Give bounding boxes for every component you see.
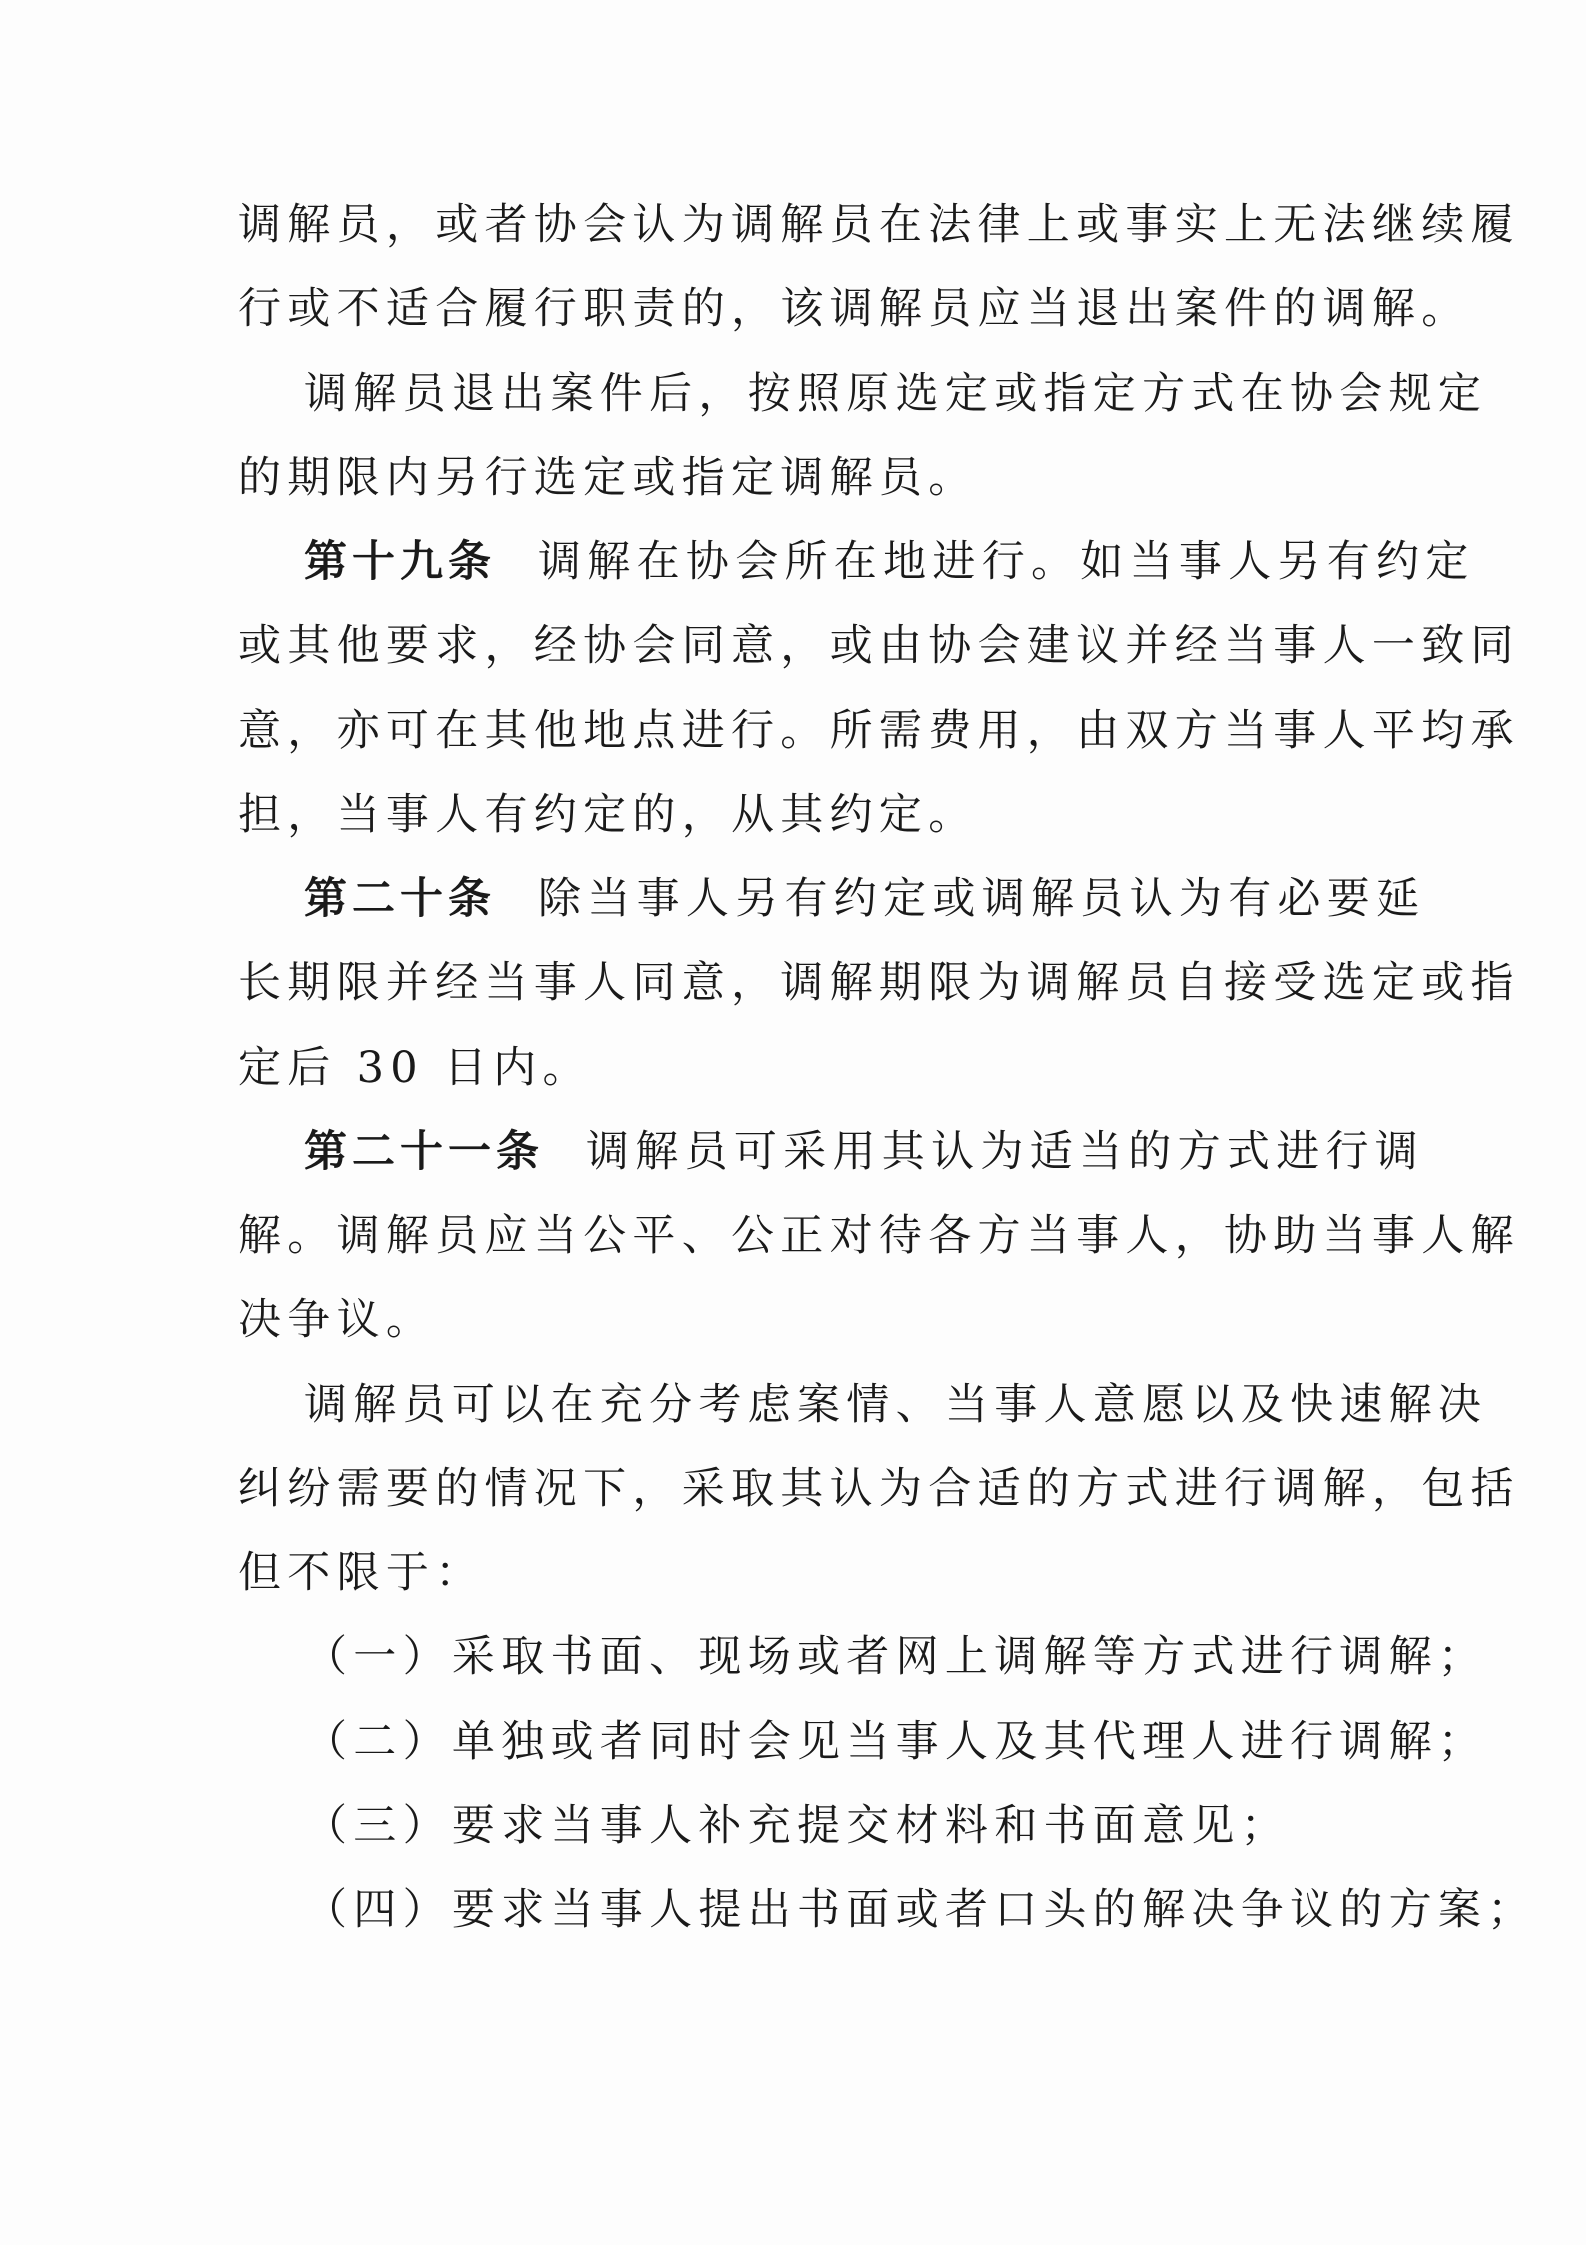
text-line: 或其他要求，经协会同意，或由协会建议并经当事人一致同 <box>238 621 1520 671</box>
article-text: 调解员可采用其认为适当的方式进行调 <box>586 1127 1425 1177</box>
text-line: 长期限并经当事人同意，调解期限为调解员自接受选定或指 <box>238 958 1520 1008</box>
article-heading: 第十九条 <box>304 537 496 587</box>
paragraph-line: 调解员退出案件后，按照原选定或指定方式在协会规定 <box>304 369 1488 419</box>
list-item: （三）要求当事人补充提交材料和书面意见； <box>304 1801 1290 1851</box>
article-20-line <box>304 868 1426 930</box>
article-19-line <box>304 531 1475 593</box>
text-line: 行或不适合履行职责的，该调解员应当退出案件的调解。 <box>238 284 1471 334</box>
text-line: 担，当事人有约定的，从其约定。 <box>238 790 978 840</box>
text-line: 解。调解员应当公平、公正对待各方当事人，协助当事人解 <box>238 1211 1520 1261</box>
text-line: 意，亦可在其他地点进行。所需费用，由双方当事人平均承 <box>238 706 1520 756</box>
article-text: 除当事人另有约定或调解员认为有必要延 <box>538 874 1426 924</box>
text-line: 的期限内另行选定或指定调解员。 <box>238 453 978 503</box>
list-item: （一）采取书面、现场或者网上调解等方式进行调解； <box>304 1632 1488 1682</box>
paragraph-line: 调解员可以在充分考虑案情、当事人意愿以及快速解决 <box>304 1380 1488 1430</box>
text-line: 但不限于： <box>238 1548 485 1598</box>
text-line: 决争议。 <box>238 1295 436 1345</box>
list-item: （四）要求当事人提出书面或者口头的解决争议的方案； <box>304 1885 1537 1935</box>
article-heading: 第二十条 <box>304 874 496 924</box>
article-heading: 第二十一条 <box>304 1127 544 1177</box>
text-line: 纠纷需要的情况下，采取其认为合适的方式进行调解，包括 <box>238 1464 1520 1514</box>
list-item: （二）单独或者同时会见当事人及其代理人进行调解； <box>304 1717 1488 1767</box>
text-line: 定后 30 日内。 <box>238 1043 592 1093</box>
text-line: 调解员，或者协会认为调解员在法律上或事实上无法继续履 <box>238 200 1520 250</box>
article-text: 调解在协会所在地进行。如当事人另有约定 <box>538 537 1475 587</box>
article-21-line <box>304 1121 1425 1183</box>
